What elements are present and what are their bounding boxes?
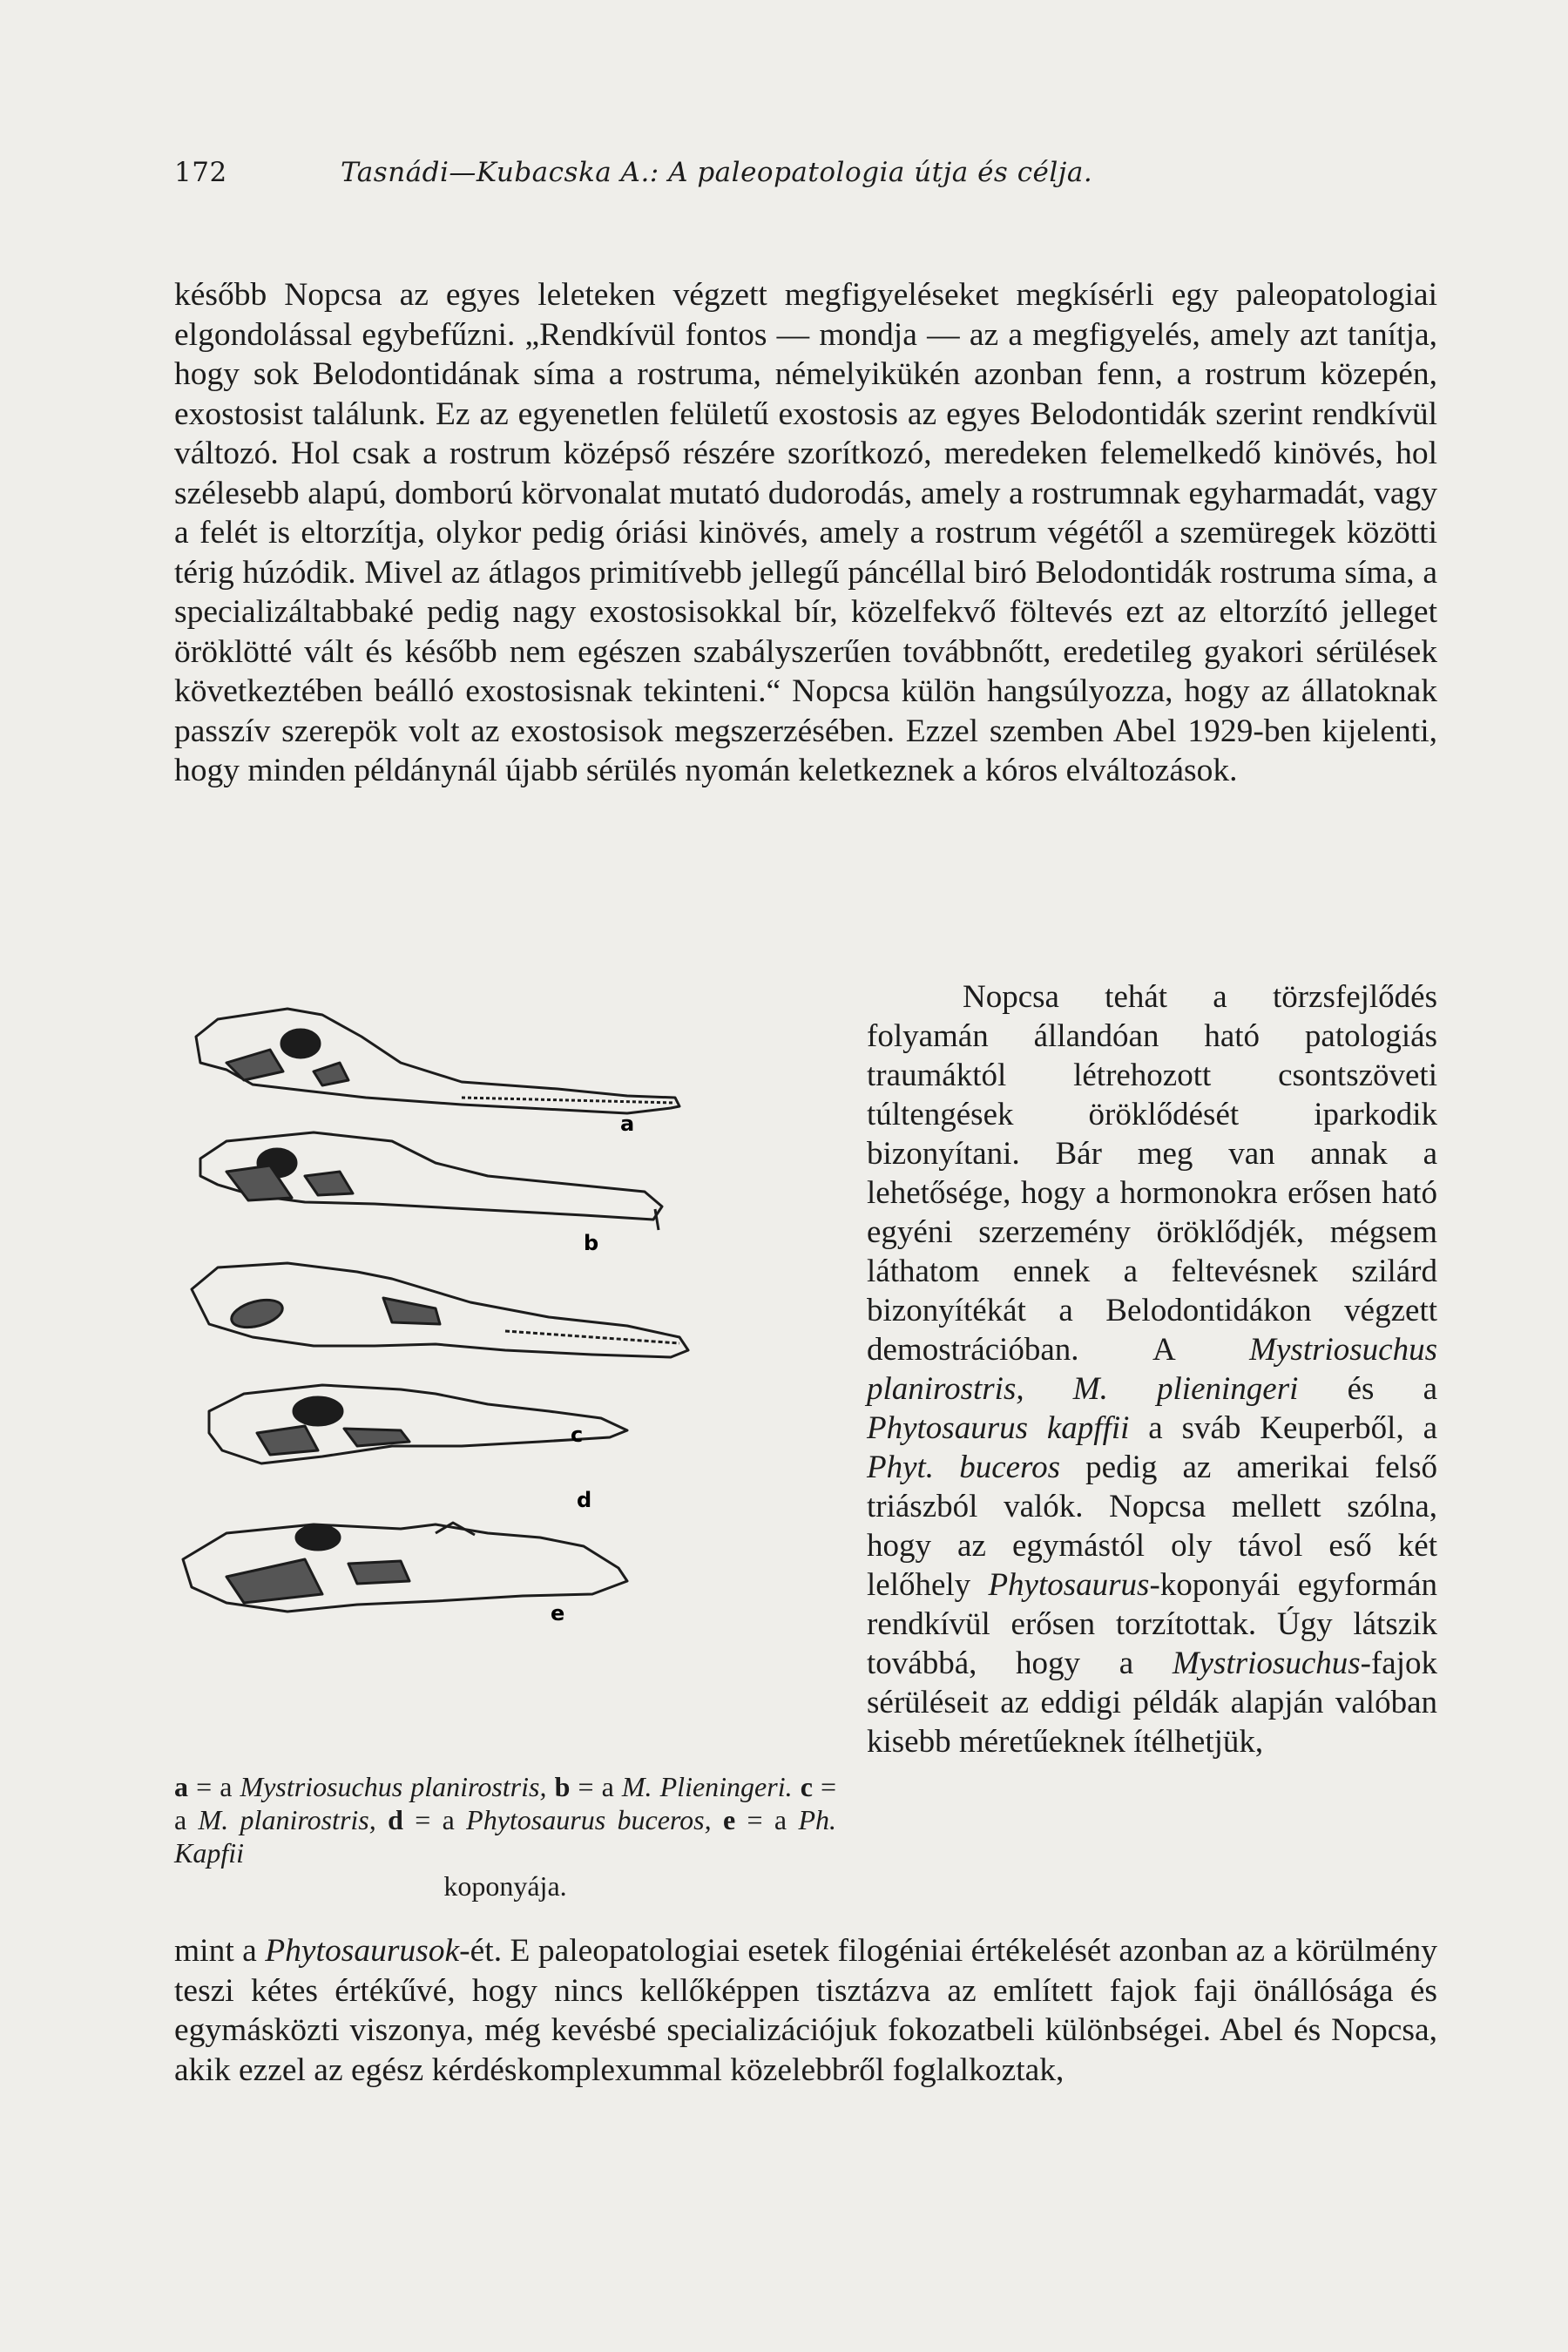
skull-drawings — [174, 1002, 836, 1751]
page-header — [174, 157, 1437, 188]
p2-species-2: Phytosaurus kapffii — [867, 1410, 1130, 1446]
p2-text-4: pedig az amerikai felső triászból valók. Nopcsa mellett szólna, hogy az egymástól oly távol eső két lelőhely — [867, 1450, 1437, 1603]
skull-a — [196, 1009, 679, 1113]
skull-c — [192, 1263, 688, 1357]
caption-eq-e: = a — [735, 1804, 799, 1835]
p2-text-6: -fajok sérüléseit az eddigi példák alapján valóban kisebb méretűeknek ítélhetjük, — [867, 1646, 1437, 1760]
skull-b — [200, 1132, 662, 1230]
caption-key-a: a — [174, 1771, 188, 1802]
p3-text-1: mint a — [174, 1933, 257, 1969]
p2-species-4: Phytosaurus — [988, 1567, 1150, 1603]
p3-species-1: Phytosaurusok — [265, 1933, 460, 1969]
caption-eq-c: = a — [174, 1771, 837, 1835]
p2-species-3: Phyt. buceros — [867, 1450, 1060, 1485]
caption-name-d: Phytosaurus buceros, — [466, 1804, 712, 1835]
caption-eq-a: = a — [188, 1771, 240, 1802]
caption-key-b: b — [554, 1771, 571, 1802]
label-a: a — [620, 1112, 635, 1136]
caption-key-e: e — [722, 1804, 736, 1835]
caption-name-c: M. planirostris, — [198, 1804, 376, 1835]
caption-name-e: Ph. Kapfii — [174, 1804, 836, 1869]
label-c: c — [571, 1423, 584, 1447]
caption-eq-b: = a — [570, 1771, 622, 1802]
paragraph-2 — [867, 977, 1437, 1761]
skull-e — [183, 1523, 627, 1612]
caption-name-a: Mystriosuchus planirostris, — [240, 1771, 547, 1802]
paragraph-3 — [174, 1931, 1437, 2090]
caption-end: koponyája. — [443, 1870, 567, 1902]
p2-species-1: Mystriosuchus planirostris, M. plieningeri — [867, 1332, 1437, 1407]
p2-text-5: -koponyái egyformán rendkívül erősen torzítottak. Úgy látszik továbbá, hogy a — [867, 1567, 1438, 1681]
figure-caption — [174, 1770, 836, 1903]
caption-name-b: M. Plieningeri. — [621, 1771, 793, 1802]
running-title: Tasnádi—Kubacska A.: A paleopatologia útja és célja. — [341, 157, 1093, 188]
label-d: d — [577, 1488, 592, 1512]
p2-text-2: és a — [1347, 1371, 1438, 1407]
paragraph-1 — [174, 275, 1437, 791]
caption-key-c: c — [800, 1771, 813, 1802]
paragraph-1-text: később Nopcsa az egyes leleteken végzett megfigyeléseket megkísérli egy paleopatologiai elgondolással egybefűzni. „Rendkívül fontos — mondja — az a megfigyelés, amely azt tanítja, hogy sok Belodontidának síma a rostruma, némelyikükén azonban fenn, a rostrum közepén, exostosist találunk. Ez az egyenetlen felületű exostosis az egyes Belodontidák szerint rendkívül változó. Hol csak a rostrum középső részére szorítkozó, meredeken felemelkedő kinövés, hol szélesebb alapú, domború körvonalat mutató dudorodás, amely a rostrumnak egyharmadát, vagy a felét is eltorzítja, olykor pedig óriási kinövés, amely a rostrum végétől a szemüregek közötti térig húzódik. Mivel az átlagos primitívebb jellegű páncéllal biró Belodontidák rostruma síma, a specializáltabbaké pedig nagy exostosisokkal bír, közelfekvő föltevés ezt az eltorzító jelleget öröklötté vált és később nem egészen szabályszerűen továbbnőtt, eredetileg gyakori sérülések következtében beálló exostosisnak tekinteni.“ Nopcsa külön hangsúlyozza, hogy az állatoknak passzív szerepök volt az exostosisok megszerzésében. Ezzel szemben Abel 1929-ben kijelenti, hogy minden példánynál újabb sérülés nyomán keletkeznek a kóros elváltozások. — [174, 277, 1437, 788]
skull-d — [209, 1385, 627, 1463]
caption-eq-d: = a — [402, 1804, 467, 1835]
caption-key-d: d — [388, 1804, 403, 1835]
p2-text-1: Nopcsa tehát a törzsfejlődés folyamán állandóan ható patologiás traumáktól létrehozott csontszöveti túltengések öröklődését iparkodik bizonyítani. Bár meg van annak a lehetősége, hogy a hormonokra erősen ható egyéni szerzemény öröklődjék, mégsem láthatom ennek a feltevésnek szilárd bizonyítékát a Belodontidákon végzett demostrációban. A — [867, 979, 1437, 1368]
skull-figure — [174, 1002, 836, 1751]
label-b: b — [584, 1231, 599, 1255]
page-number: 172 — [174, 157, 227, 188]
p2-text-3: a sváb Keuperből, a — [1148, 1410, 1437, 1446]
label-e: e — [551, 1601, 565, 1625]
p3-text-2: -ét. E paleopatologiai esetek filogéniai értékelését azonban az a körülmény teszi kétes értékűvé, hogy nincs kellőképpen tisztázva az említett fajok faji önállósága és egymásközti viszonya, még kevésbé specializációjuk fokozatbeli különbségei. Abel és Nopcsa, akik ezzel az egész kérdéskomplexummal közelebbről foglalkoztak, — [174, 1933, 1437, 2088]
p2-species-5: Mystriosuchus — [1172, 1646, 1361, 1681]
